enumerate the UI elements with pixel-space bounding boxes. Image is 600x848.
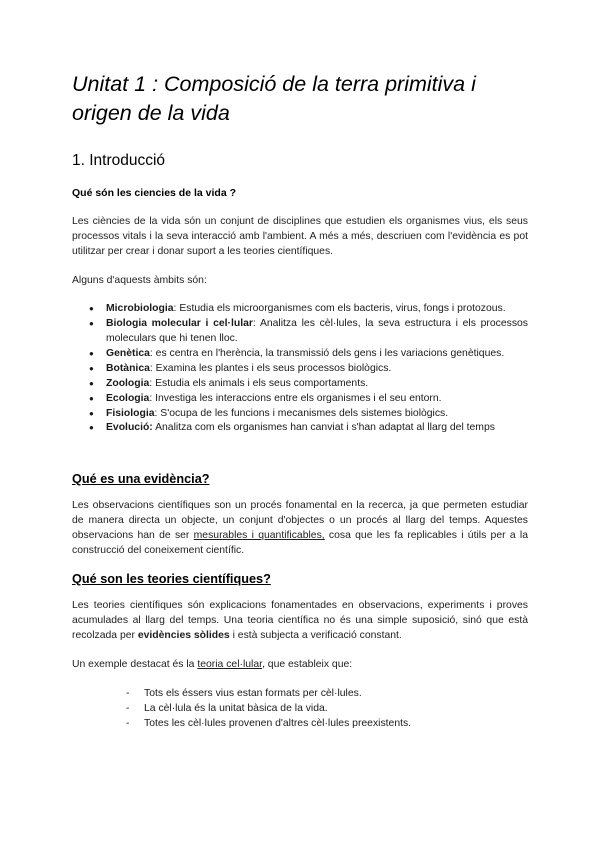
paragraph-definition: Les ciències de la vida són un conjunt de disciplines que estudien els organismes vius, els seus processos vitals i la seva interacció amb l'ambient. A més a més, descriuen com l'evidència es pot utilitzar per crear i donar suport a les teories científiques. bbox=[72, 216, 528, 257]
paragraph-example: Un exemple destacat és la teoria cel·lular, que estableix que: bbox=[72, 659, 353, 671]
list-item: - La cèl·lula és la unitat bàsica de la vida. bbox=[126, 701, 528, 716]
theories-heading: Qué son les teories científiques? bbox=[72, 572, 271, 587]
paragraph-theories: Les teories científiques són explicacions fonamentades en observacions, experiments i proves acumulades al llarg del temps. Una teoria científica no és una simple suposició, sinó que està recolzada per evidències sòlides i està subjecta a verificació constant. bbox=[72, 600, 528, 642]
list-item: ● Biologia molecular i cel·lular: Analitza les cèl·lules, la seva estructura i els processos moleculars que hi tenen lloc. bbox=[89, 317, 528, 346]
evidence-heading: Qué es una evidència? bbox=[72, 472, 210, 487]
document-page bbox=[72, 70, 528, 731]
postulates-list bbox=[72, 686, 528, 731]
document-title: Unitat 1 : Composició de la terra primitiva i origen de la vida bbox=[72, 72, 476, 125]
list-item: ● Botànica: Examina les plantes i els seus processos biològics. bbox=[89, 362, 528, 377]
list-item: - Totes les cèl·lules provenen d'altres cèl·lules preexistents. bbox=[126, 716, 528, 731]
paragraph-fields-intro: Alguns d'aquests àmbits són: bbox=[72, 275, 207, 286]
intro-heading: 1. Introducció bbox=[72, 152, 166, 169]
bold-phrase: evidències sòlides bbox=[137, 630, 230, 642]
list-item: ● Microbiologia: Estudia els microorganismes com els bacteris, virus, fongs i protozous. bbox=[89, 302, 528, 317]
list-item: ● Zoologia: Estudia els animals i els seus comportaments. bbox=[89, 377, 528, 392]
list-item: ● Fisiologia: S'ocupa de les funcions i mecanismes dels sistemes biològics. bbox=[89, 407, 528, 422]
list-item: ● Genètica: es centra en l'herència, la transmissió dels gens i les variacions genètiques. bbox=[89, 347, 528, 362]
paragraph-evidence: Les observacions científiques son un procés fonamental en la recerca, ja que permeten estudiar de manera directa un objecte, un conjunt d'objectes o un procés al llarg del temps. Aquestes observacions han de ser mesurables i quantificables, cosa que les fa replicables i útils per a la construcció del coneixement científic. bbox=[72, 500, 528, 557]
fields-list bbox=[72, 302, 528, 436]
list-item: - Tots els éssers vius estan formats per cèl·lules. bbox=[126, 686, 528, 701]
question-heading: Qué són les ciencies de la vida ? bbox=[72, 187, 236, 199]
underlined-phrase: mesurables i quantificables, bbox=[193, 530, 325, 542]
cell-theory-link[interactable]: teoria cel·lular bbox=[197, 659, 263, 671]
list-item: ● Ecologia: Investiga les interaccions entre els organismes i el seu entorn. bbox=[89, 392, 528, 407]
list-item: ● Evolució: Analitza com els organismes han canviat i s'han adaptat al llarg del temps bbox=[89, 421, 528, 436]
